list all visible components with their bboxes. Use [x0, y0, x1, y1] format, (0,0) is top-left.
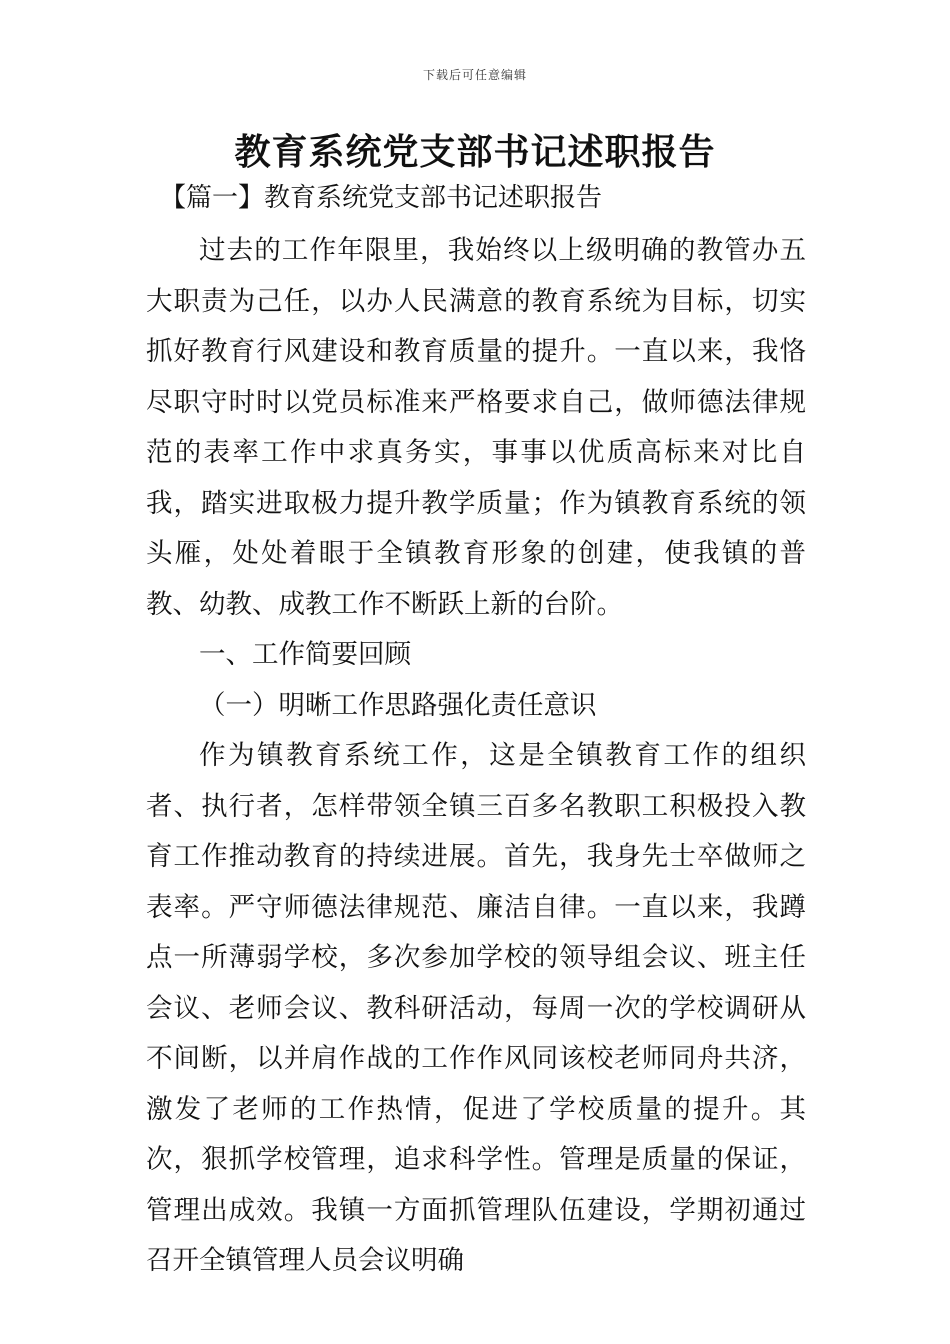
header-note: 下载后可任意编辑	[422, 68, 527, 82]
paragraph: 过去的工作年限里，我始终以上级明确的教管办五大职责为己任，以办人民满意的教育系统为目标，切实抓好教育行风建设和教育质量的提升。一直以来，我恪尽职守时时以党员标准来严格要求自己，做师德法律规范的表率工作中求真务实，事事以优质高标来对比自我，踏实进取极力提升教学质量；作为镇教育系统的领头雁，处处着眼于全镇教育形象的创建，使我镇的普教、幼教、成教工作不断跃上新的台阶。	[146, 235, 806, 620]
subsection-heading: （一）明晰工作思路强化责任意识	[199, 689, 597, 721]
section-label: 【篇一】教育系统党支部书记述职报告	[160, 183, 603, 213]
paragraph: 作为镇教育系统工作，这是全镇教育工作的组织者、执行者，怎样带领全镇三百多名教职工积极投入教育工作推动教育的持续进展。首先，我身先士卒做师之表率。严守师德法律规范、廉洁自律。一直以来，我蹲点一所薄弱学校，多次参加学校的领导组会议、班主任会议、老师会议、教科研活动，每周一次的学校调研从不间断，以并肩作战的工作作风同该校老师同舟共济，激发了老师的工作热情，促进了学校质量的提升。其次，狠抓学校管理，追求科学性。管理是质量的保证，管理出成效。我镇一方面抓管理队伍建设，学期初通过召开全镇管理人员会议明确	[146, 740, 806, 1276]
document-body	[146, 226, 806, 1287]
document-title: 教育系统党支部书记述职报告	[234, 132, 716, 173]
section-heading: 一、工作简要回顾	[199, 639, 411, 670]
